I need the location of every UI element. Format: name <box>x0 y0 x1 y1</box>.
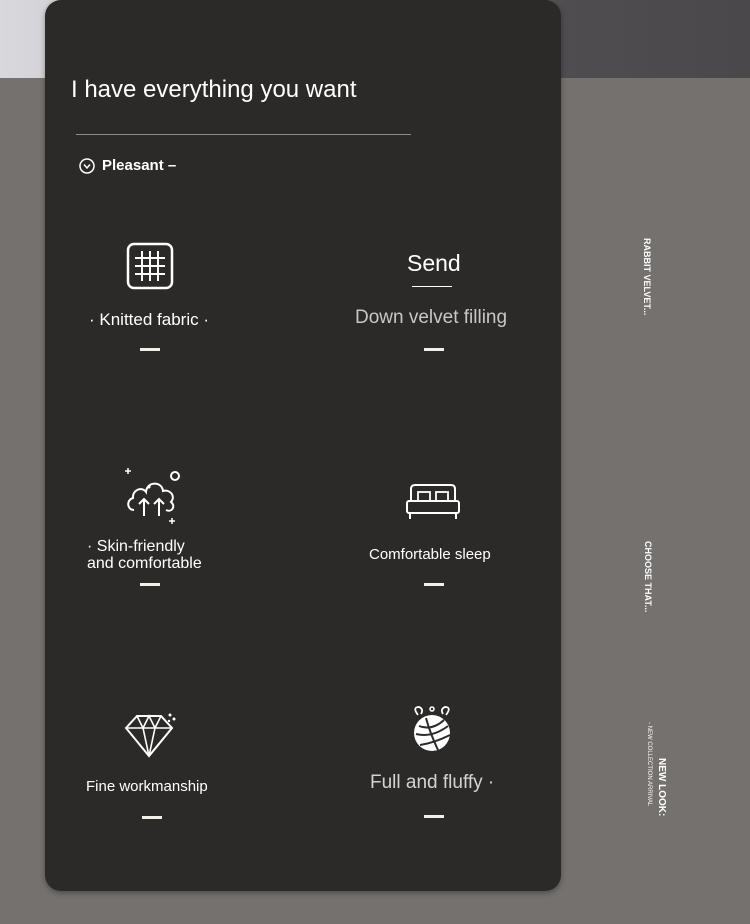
fluffy-bar <box>424 815 444 818</box>
diamond-icon <box>124 712 178 760</box>
fine-workmanship-label: Fine workmanship <box>86 778 208 795</box>
rabbit-velvet-text: RABBIT VELVET... <box>642 238 652 316</box>
divider <box>76 134 411 135</box>
bed-icon <box>405 483 461 521</box>
new-collection-text: - NEW COLLECTION ARRIVAL <box>646 722 652 807</box>
grid-icon <box>126 242 174 290</box>
knitted-fabric-label: · Knitted fabric · <box>89 310 209 329</box>
new-look-text: NEW LOOK: <box>656 758 667 817</box>
chevron-down-circle-icon <box>79 158 95 174</box>
headline: I have everything you want <box>71 76 357 103</box>
badge-label: Pleasant – <box>102 157 177 174</box>
down-velvet-label: Down velvet filling <box>355 307 508 328</box>
sleep-bar <box>424 583 444 586</box>
skin-bar <box>140 583 160 586</box>
cloud-arrows-icon <box>122 466 182 526</box>
comfortable-sleep-label: Comfortable sleep <box>369 546 491 563</box>
down-bar <box>424 348 444 351</box>
knitted-bar <box>140 348 160 351</box>
full-fluffy-label: Full and fluffy · <box>370 772 495 793</box>
send-underline <box>412 286 452 287</box>
pleasant-badge <box>79 157 176 174</box>
send-title: Send <box>407 250 461 276</box>
yarn-ball-icon <box>408 705 456 753</box>
skin-friendly-line1: · Skin-friendly <box>87 538 185 555</box>
fine-bar <box>142 816 162 819</box>
choose-that-text: CHOOSE THAT... <box>643 541 653 613</box>
skin-friendly-line2: and comfortable <box>87 555 202 572</box>
